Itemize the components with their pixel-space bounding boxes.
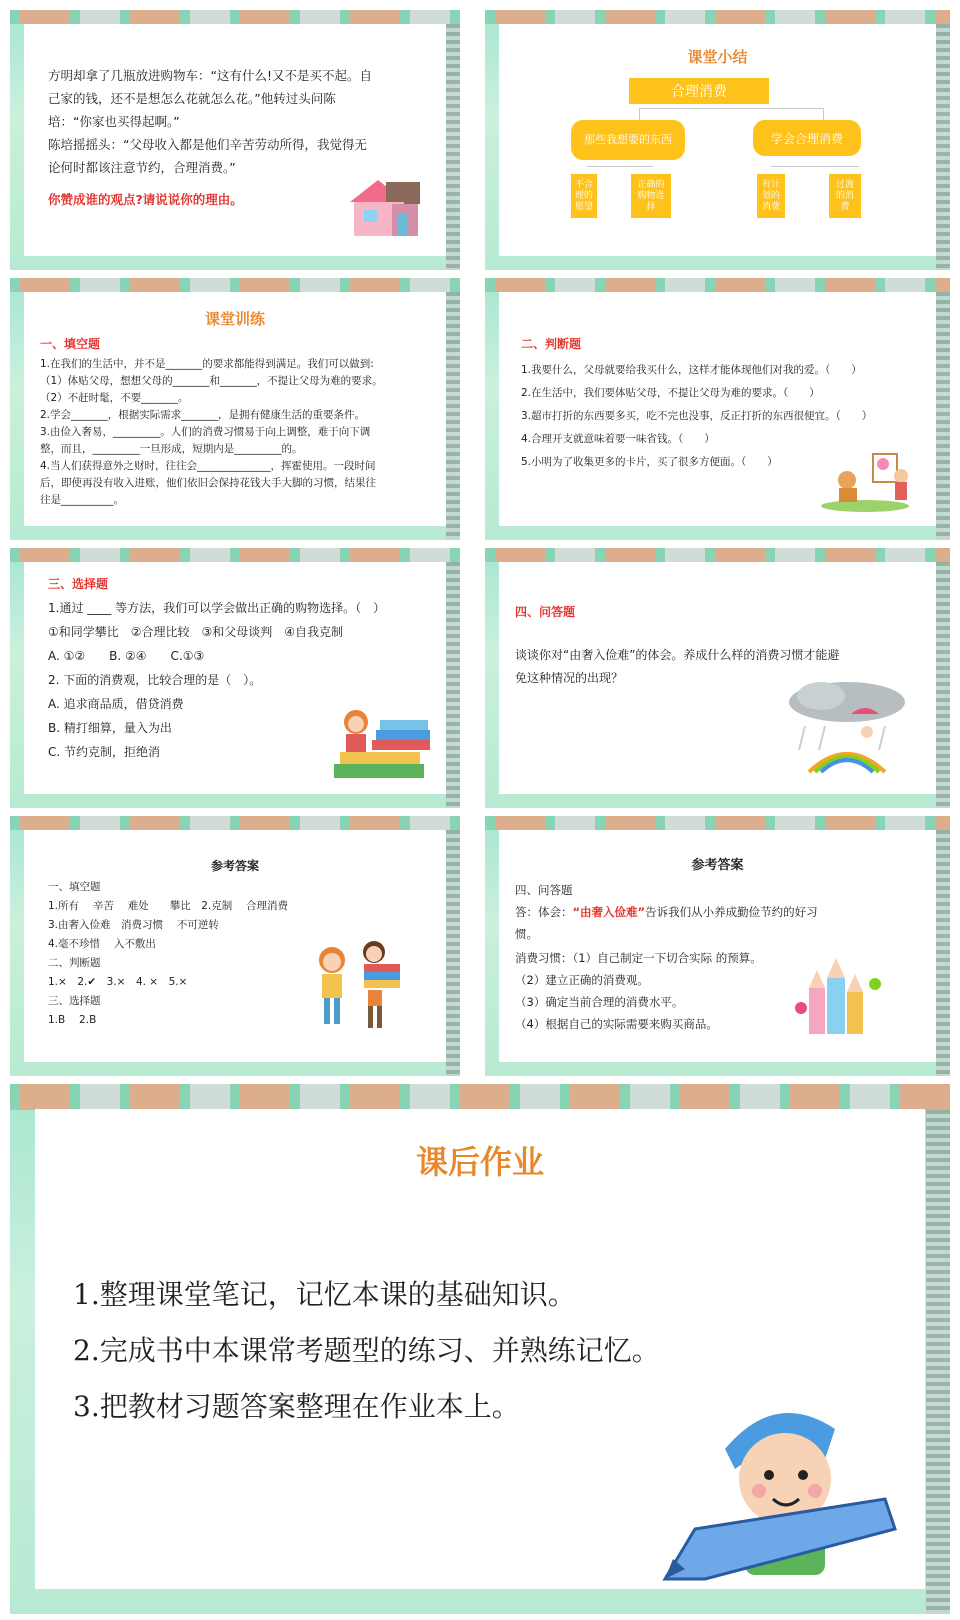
answers-title: 参考答案 (691, 858, 744, 873)
mindmap-leaf-4: 过渡的消费 (829, 174, 861, 218)
section-multiple-choice: 三、选择题 (48, 577, 109, 591)
mindmap-leaf-1: 不合理的愿望 (571, 174, 597, 218)
slide-summary (485, 10, 950, 270)
books-girl-illustration (330, 702, 440, 782)
homework-title: 课后作业 (415, 1143, 544, 1181)
shutter-decoration (446, 830, 460, 1076)
slide-qa (485, 548, 950, 808)
shutter-decoration (446, 562, 460, 808)
top-border-decoration (10, 10, 460, 24)
top-border-decoration (485, 278, 950, 292)
mindmap-leaf-3: 有计划的消费 (757, 174, 785, 218)
house-illustration (346, 174, 424, 238)
section-qa: 四、问答题 (515, 883, 573, 897)
pencil-castle-illustration (789, 948, 889, 1042)
shutter-decoration (936, 24, 950, 270)
top-border-decoration (10, 278, 460, 292)
shutter-decoration (936, 830, 950, 1076)
answer-quote: “由奢入俭难” (572, 905, 646, 919)
story-line-1: 方明却拿了几瓶放进购物车：“这有什么!又不是买不起。自 (48, 68, 372, 83)
top-border-decoration (10, 1084, 950, 1110)
mindmap-connector (639, 108, 823, 109)
question-line: 后，即使再没有收入进账，他们依旧会保持花钱大手大脚的习惯，结果往 (40, 477, 376, 489)
qa-question-line-2: 免这种情况的出现？ (515, 671, 624, 685)
mindmap-connector (771, 166, 859, 167)
slide-multiple-choice (10, 548, 460, 808)
answer-line: 三、选择题 (48, 995, 101, 1007)
question-line: 1.在我们的生活中，并不是_______的要求都能得到满足。我们可以做到: (40, 358, 374, 370)
question-line: A. ①② B. ②④ C.①③ (48, 649, 205, 663)
kids-carrying-books-illustration (308, 938, 412, 1038)
answer-line: （2）建立正确的消费观。 (515, 973, 649, 987)
answer-line: 1.B 2.B (48, 1014, 97, 1026)
question-line: 4.当人们获得意外之财时，往往会______________，挥霍使用。一段时间 (40, 460, 376, 472)
answers-title: 参考答案 (210, 859, 259, 873)
slide-card (499, 24, 936, 256)
slide-story (10, 10, 460, 270)
slide-card (24, 24, 446, 256)
answer-rest: 告诉我们从小养成勤俭节约的好习 (645, 905, 818, 919)
answer-line: 1.所有 辛苦 难处 攀比 2.克制 合理消费 (48, 900, 289, 912)
question-line: 4.合理开支就意味着要一味省钱。（ ） (521, 433, 715, 445)
slide-card (24, 292, 446, 526)
shutter-decoration (936, 562, 950, 808)
training-title: 课堂训练 (204, 310, 265, 328)
shutter-decoration (446, 292, 460, 540)
story-line-2: 己家的钱，还不是想怎么花就怎么花。”他转过头问陈 (48, 91, 336, 106)
shutter-decoration (926, 1110, 950, 1614)
answer-line: 4.毫不珍惜 入不敷出 (48, 938, 156, 950)
mindmap-root: 合理消费 (629, 78, 769, 104)
question-line: C. 节约克制，拒绝消 (48, 745, 161, 759)
homework-item-3: 3.把教材习题答案整理在作业本上。 (73, 1390, 520, 1423)
mindmap-left-node: 那些我想要的东西 (571, 120, 685, 160)
slide-card (35, 1109, 925, 1589)
slide-card (24, 562, 446, 794)
question-line: ①和同学攀比 ②合理比较 ③和父母谈判 ④自我克制 (48, 625, 344, 639)
top-border-decoration (485, 548, 950, 562)
question-line: 3.由俭入奢易，_________。人们的消费习惯易于向上调整，难于向下调 (40, 426, 371, 438)
answer-line: （3）确定当前合理的消费水平。 (515, 995, 684, 1009)
slide-card (499, 562, 936, 794)
question-line: （2）不赶时髦，不要_______。 (40, 392, 189, 404)
slide-card (499, 292, 936, 526)
answer-line: 二、判断题 (48, 957, 101, 969)
question-line: 整，而且，_________一旦形成，短期内是_________的。 (40, 443, 303, 455)
question-line: 2. 下面的消费观，比较合理的是（ ）。 (48, 673, 262, 687)
mindmap-right-node: 学会合理消费 (753, 120, 861, 156)
question-line: 5.小明为了收集更多的卡片，买了很多方便面。（ ） (521, 456, 778, 468)
answer-line: 1.× 2.✔ 3.× 4. × 5.× (48, 976, 188, 988)
section-true-false: 二、判断题 (521, 337, 582, 351)
story-line-4: 陈培摇摇头：“父母收入都是他们辛苦劳动所得，我觉得无 (48, 137, 367, 152)
section-fill-blank: 一、填空题 (40, 337, 101, 351)
answer-prefix: 答：体会： (515, 905, 573, 919)
answer-line: 3.由奢入俭难 消费习惯 不可逆转 (48, 919, 219, 931)
answer-line: （4）根据自己的实际需要来购买商品。 (515, 1017, 718, 1031)
answer-line (515, 902, 818, 922)
slide-card (24, 830, 446, 1062)
slide-card (499, 830, 936, 1062)
story-line-3: 培：“你家也买得起啊。” (48, 114, 180, 129)
shutter-decoration (936, 292, 950, 540)
top-border-decoration (10, 548, 460, 562)
question-line: A. 追求商品质，借贷消费 (48, 697, 184, 711)
question-line: 1.我要什么，父母就要给我买什么，这样才能体现他们对我的爱。（ ） (521, 364, 862, 376)
summary-title: 课堂小结 (687, 48, 748, 66)
section-qa: 四、问答题 (515, 605, 576, 619)
slide-answers-2 (485, 816, 950, 1076)
top-border-decoration (485, 816, 950, 830)
top-border-decoration (10, 816, 460, 830)
question-line: 1.通过 ____ 等方法，我们可以学会做出正确的购物选择。（ ） (48, 601, 386, 615)
mindmap-connector (639, 108, 640, 120)
slide-fill-blank (10, 278, 460, 540)
rainy-cloud-illustration (785, 680, 909, 780)
question-line: 2.在生活中，我们要体贴父母，不提让父母为难的要求。（ ） (521, 387, 820, 399)
question-line: B. 精打细算，量入为出 (48, 721, 172, 735)
shutter-decoration (446, 24, 460, 270)
question-line: （1）体贴父母，想想父母的_______和_______，不提让父母为难的要求。 (40, 375, 383, 387)
answer-line: 惯。 (515, 927, 538, 941)
mindmap-leaf-2: 正确的购物选择 (631, 174, 671, 218)
top-border-decoration (485, 10, 950, 24)
answer-line: 消费习惯：（1）自己制定一下切合实际 的预算。 (515, 951, 762, 965)
mindmap-connector (587, 166, 653, 167)
homework-item-1: 1.整理课堂笔记，记忆本课的基础知识。 (73, 1278, 576, 1311)
story-line-5: 论何时都该注意节约，合理消费。” (48, 160, 236, 175)
slide-true-false (485, 278, 950, 540)
slide-answers-1 (10, 816, 460, 1076)
qa-question-line-1: 谈谈你对“由奢入俭难”的体会。养成什么样的消费习惯才能避 (515, 648, 840, 662)
question-line: 往是__________。 (40, 494, 124, 506)
mindmap-connector (823, 108, 824, 120)
painting-kids-illustration (817, 440, 913, 512)
discussion-question: 你赞成谁的观点?请说说你的理由。 (48, 192, 243, 207)
slide-homework (10, 1084, 950, 1614)
boy-with-pencil-illustration (655, 1379, 905, 1589)
answer-line: 一、填空题 (48, 881, 101, 893)
question-line: 3.超市打折的东西要多买，吃不完也没事，反正打折的东西很便宜。（ ） (521, 410, 873, 422)
question-line: 2.学会_______，根据实际需求_______，是拥有健康生活的重要条件。 (40, 409, 366, 421)
homework-item-2: 2.完成书中本课常考题型的练习、并熟练记忆。 (73, 1334, 660, 1367)
